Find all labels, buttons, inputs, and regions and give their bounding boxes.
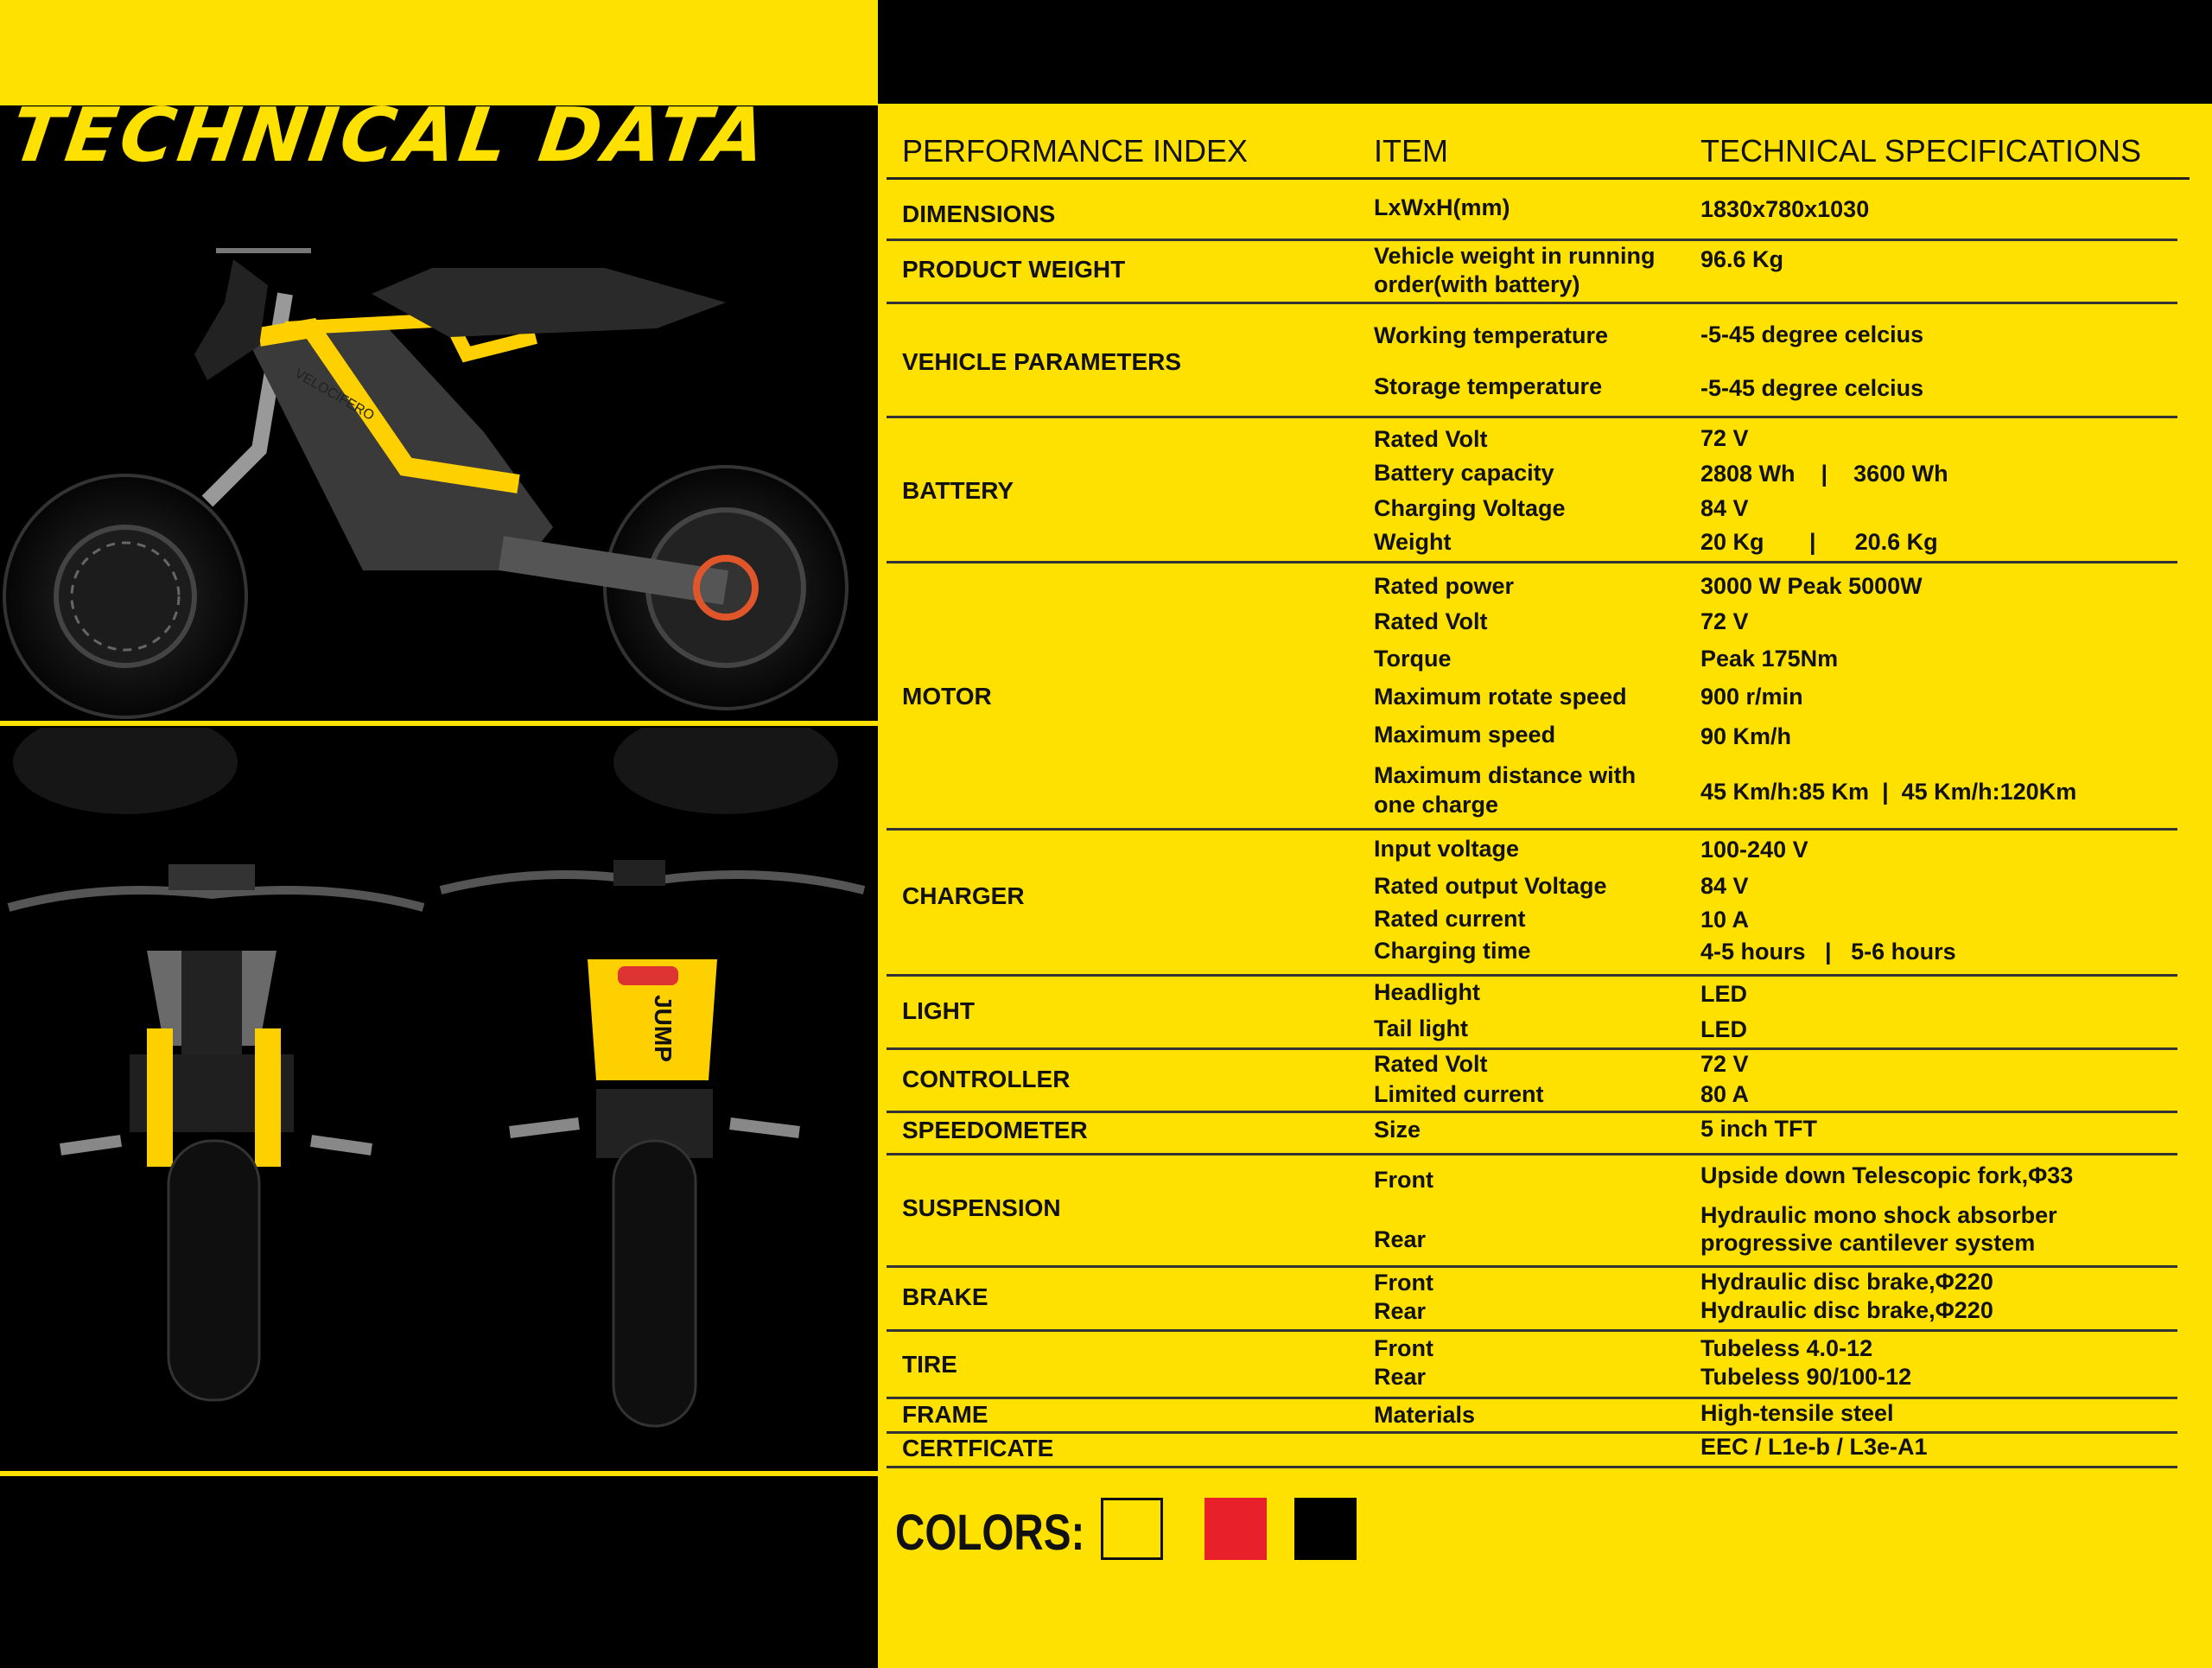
spec-value: 900 r/min <box>1700 684 1803 710</box>
row-rule <box>887 1431 2177 1434</box>
spec-value: 10 A <box>1700 907 1750 933</box>
color-swatch-yellow <box>1101 1498 1163 1560</box>
spec-value: -5-45 degree celcius <box>1700 322 1924 347</box>
header-item: ITEM <box>1374 133 1448 169</box>
header-performance-index: PERFORMANCE INDEX <box>902 133 1249 169</box>
spec-value: High-tensile steel <box>1700 1400 1894 1426</box>
spec-value: 72 V <box>1700 608 1749 634</box>
category-product-weight: PRODUCT WEIGHT <box>902 256 1126 283</box>
spec-value: 80 A <box>1700 1081 1750 1107</box>
spec-value: Hydraulic disc brake,Φ220 <box>1700 1297 1993 1323</box>
row-rule <box>887 1111 2177 1113</box>
category-brake: BRAKE <box>902 1283 988 1310</box>
motorcycle-rear-view-image <box>432 856 878 1469</box>
row-rule <box>887 1397 2177 1399</box>
item-label: Tail light <box>1374 1015 1468 1041</box>
category-frame: FRAME <box>902 1401 988 1428</box>
item-label: Vehicle weight in running <box>1374 243 1656 269</box>
spec-value: Upside down Telescopic fork,Φ33 <box>1700 1162 2074 1188</box>
row-rule <box>887 239 2177 241</box>
category-suspension: SUSPENSION <box>902 1194 1061 1221</box>
brand-mark: JUMP <box>650 995 677 1062</box>
item-label: Maximum distance with <box>1374 762 1637 788</box>
spec-value: Hydraulic disc brake,Φ220 <box>1700 1269 1993 1295</box>
color-swatch-red <box>1205 1498 1267 1560</box>
top-black-band <box>878 0 2212 104</box>
spec-value: 2808 Wh | 3600 Wh <box>1700 461 1948 487</box>
spec-value: 20 Kg | 20.6 Kg <box>1700 529 1938 555</box>
item-label: Rated Volt <box>1374 426 1488 452</box>
page-title: TECHNICAL DATA <box>5 92 775 179</box>
item-label: Storage temperature <box>1374 373 1603 399</box>
category-controller: CONTROLLER <box>902 1066 1071 1092</box>
spec-value: 4-5 hours | 5-6 hours <box>1700 939 1956 965</box>
row-rule <box>887 974 2177 977</box>
spec-value: 100-240 V <box>1700 837 1808 863</box>
spec-value: 72 V <box>1700 425 1749 451</box>
row-rule <box>887 302 2177 304</box>
spec-value: LED <box>1700 981 1747 1007</box>
spec-value: Tubeless 90/100-12 <box>1700 1364 1912 1390</box>
item-label: Rated power <box>1374 573 1515 599</box>
top-yellow-band <box>0 0 878 105</box>
item-label: Headlight <box>1374 979 1481 1005</box>
row-rule <box>887 1153 2177 1156</box>
spec-value: Tubeless 4.0-12 <box>1700 1335 1873 1361</box>
spec-value: 90 Km/h <box>1700 723 1792 749</box>
item-label: Weight <box>1374 529 1452 555</box>
item-label: Rear <box>1374 1298 1427 1324</box>
item-label: one charge <box>1374 792 1499 818</box>
row-rule <box>887 416 2177 418</box>
motorcycle-side-view-image <box>0 225 873 726</box>
item-label: Charging Voltage <box>1374 495 1566 521</box>
category-motor: MOTOR <box>902 683 992 710</box>
spec-value: progressive cantilever system <box>1700 1230 2036 1256</box>
item-label: Charging time <box>1374 938 1531 964</box>
category-vehicle-parameters: VEHICLE PARAMETERS <box>902 348 1182 375</box>
item-label: Front <box>1374 1167 1433 1193</box>
category-battery: BATTERY <box>902 477 1014 504</box>
header-rule <box>887 177 2190 180</box>
header-technical-specs: TECHNICAL SPECIFICATIONS <box>1700 133 2142 169</box>
reflection <box>0 728 873 831</box>
item-label: LxWxH(mm) <box>1374 194 1510 220</box>
row-rule <box>887 1047 2177 1050</box>
category-light: LIGHT <box>902 997 975 1024</box>
row-rule <box>887 828 2177 831</box>
category-dimensions: DIMENSIONS <box>902 201 1056 227</box>
item-label: Torque <box>1374 646 1452 672</box>
item-label: Rated Volt <box>1374 1051 1488 1077</box>
item-label: Rated output Voltage <box>1374 873 1607 899</box>
item-label: Materials <box>1374 1402 1476 1428</box>
spec-value: 84 V <box>1700 873 1749 899</box>
item-label: Rear <box>1374 1226 1427 1252</box>
spec-value: Peak 175Nm <box>1700 646 1839 672</box>
category-certificate: CERTFICATE <box>902 1435 1054 1461</box>
category-charger: CHARGER <box>902 882 1025 909</box>
row-rule <box>887 561 2177 563</box>
colors-label: COLORS: <box>895 1505 1085 1561</box>
divider-line <box>0 1471 878 1476</box>
item-label: order(with battery) <box>1374 271 1580 297</box>
spec-value: LED <box>1700 1016 1747 1042</box>
row-rule <box>887 1329 2177 1332</box>
item-label: Battery capacity <box>1374 460 1554 486</box>
category-speedometer: SPEEDOMETER <box>902 1117 1088 1143</box>
item-label: Rated Volt <box>1374 608 1488 634</box>
row-rule <box>887 1466 2177 1468</box>
spec-value: Hydraulic mono shock absorber <box>1700 1202 2057 1228</box>
spec-value: 45 Km/h:85 Km | 45 Km/h:120Km <box>1700 779 2077 805</box>
item-label: Maximum rotate speed <box>1374 684 1627 710</box>
item-label: Input voltage <box>1374 836 1519 862</box>
item-label: Rear <box>1374 1364 1427 1390</box>
item-label: Rated current <box>1374 906 1526 932</box>
spec-value: 84 V <box>1700 495 1749 521</box>
spec-value: 3000 W Peak 5000W <box>1700 573 1923 599</box>
item-label: Front <box>1374 1335 1433 1361</box>
item-label: Maximum speed <box>1374 722 1556 748</box>
spec-value: 96.6 Kg <box>1700 246 1784 272</box>
spec-value: EEC / L1e-b / L3e-A1 <box>1700 1434 1928 1460</box>
category-tire: TIRE <box>902 1351 957 1378</box>
item-label: Limited current <box>1374 1081 1544 1107</box>
item-label: Size <box>1374 1117 1421 1143</box>
motorcycle-front-view-image <box>0 856 432 1469</box>
item-label: Working temperature <box>1374 322 1609 348</box>
spec-value: 72 V <box>1700 1051 1749 1077</box>
spec-value: 5 inch TFT <box>1700 1116 1817 1142</box>
spec-value: -5-45 degree celcius <box>1700 375 1924 401</box>
item-label: Front <box>1374 1270 1433 1296</box>
spec-value: 1830x780x1030 <box>1700 196 1870 222</box>
color-swatch-black <box>1294 1498 1357 1560</box>
brand-mark: VELOCIFERO <box>292 366 377 424</box>
